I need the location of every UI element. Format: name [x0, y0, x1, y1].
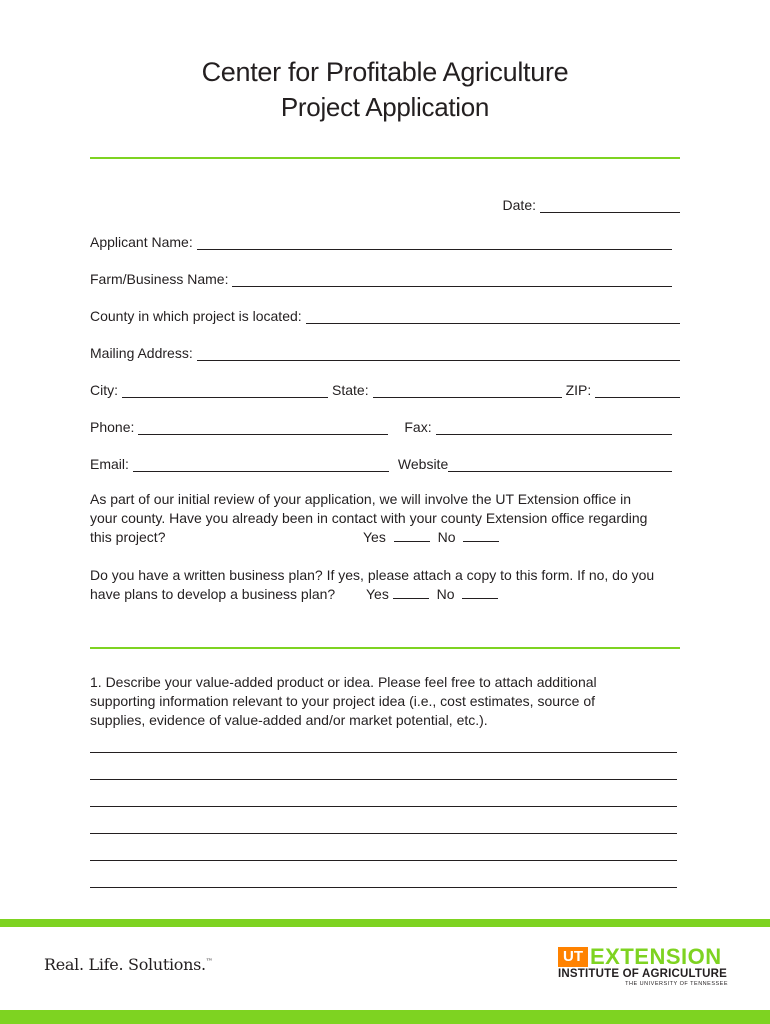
farm-business-label: Farm/Business Name:: [90, 271, 229, 287]
extension-text-line: As part of our initial review of your application, we will involve the UT Extension office in: [90, 491, 632, 507]
zip-label: ZIP:: [565, 382, 592, 398]
section1-prompt-line: supporting information relevant to your project idea (i.e., cost estimates, source of: [90, 693, 596, 709]
business-plan-text-line: have plans to develop a business plan?: [90, 586, 336, 602]
mailing-address-label: Mailing Address:: [90, 345, 193, 361]
tagline: [44, 955, 213, 974]
section-divider: [90, 647, 680, 649]
no-label: No: [437, 529, 456, 545]
city-state-zip-row: [90, 378, 680, 398]
extension-no-field[interactable]: [463, 528, 499, 542]
extension-text-line: your county. Have you already been in contact with your county Extension office regarding: [90, 510, 648, 526]
yes-label: Yes: [366, 586, 389, 602]
answer-line[interactable]: [90, 860, 677, 861]
section1-prompt-line: 1. Describe your value-added product or idea. Please feel free to attach additional: [90, 674, 597, 690]
business-plan-no-field[interactable]: [462, 585, 498, 599]
email-label: Email:: [90, 456, 129, 472]
website-field[interactable]: [448, 457, 672, 472]
logo-wordmark: [558, 946, 728, 968]
date-label: Date:: [502, 197, 536, 213]
extension-yes-field[interactable]: [394, 528, 430, 542]
answer-line[interactable]: [90, 887, 677, 888]
website-label: Website: [397, 456, 449, 472]
footer-band-bottom: [0, 1010, 770, 1024]
extension-question: [90, 490, 690, 547]
mailing-row: [90, 341, 680, 361]
mailing-address-field[interactable]: [197, 346, 680, 361]
answer-line[interactable]: [90, 779, 677, 780]
state-field[interactable]: [373, 383, 562, 398]
applicant-name-field[interactable]: [197, 235, 672, 250]
business-plan-yes-field[interactable]: [393, 585, 429, 599]
footer-band-top: [0, 919, 770, 927]
business-plan-text-line: Do you have a written business plan? If yes, please attach a copy to this form. If no, do you: [90, 567, 655, 583]
phone-label: Phone:: [90, 419, 135, 435]
section1-prompt: [90, 673, 690, 730]
header-divider: [90, 157, 680, 159]
section1-prompt-line: supplies, evidence of value-added and/or market potential, etc.).: [90, 712, 488, 728]
form-subtitle: Project Application: [280, 92, 490, 122]
county-label: County in which project is located:: [90, 308, 302, 324]
ut-logo-icon: UT: [558, 947, 588, 967]
no-label: No: [436, 586, 455, 602]
business-plan-yes-no: [366, 585, 498, 604]
email-field[interactable]: [133, 457, 389, 472]
form-title: Center for Profitable Agriculture: [201, 57, 569, 87]
city-field[interactable]: [122, 383, 328, 398]
answer-line[interactable]: [90, 752, 677, 753]
ut-extension-logo: [558, 946, 728, 986]
logo-university-text: THE UNIVERSITY OF TENNESSEE: [625, 981, 728, 987]
farm-row: [90, 267, 672, 287]
tagline-trademark: ™: [205, 957, 213, 966]
logo-extension-text: EXTENSION: [590, 944, 722, 969]
answer-line[interactable]: [90, 806, 677, 807]
state-label: State:: [332, 382, 369, 398]
extension-yes-no: [363, 528, 499, 547]
yes-label: Yes: [363, 529, 386, 545]
city-label: City:: [90, 382, 118, 398]
fax-label: Fax:: [404, 419, 432, 435]
email-website-row: [90, 452, 672, 472]
date-row: [90, 193, 680, 213]
county-field[interactable]: [306, 309, 680, 324]
business-plan-question: [90, 566, 690, 604]
phone-fax-row: [90, 415, 672, 435]
farm-business-field[interactable]: [232, 272, 672, 287]
date-field[interactable]: [540, 198, 680, 213]
answer-line[interactable]: [90, 833, 677, 834]
applicant-row: [90, 230, 672, 250]
county-row: [90, 304, 680, 324]
extension-text-line: this project?: [90, 529, 166, 545]
fax-field[interactable]: [436, 420, 672, 435]
tagline-text: Real. Life. Solutions.: [44, 955, 206, 974]
logo-institute-text: INSTITUTE OF AGRICULTURE: [558, 968, 727, 980]
applicant-name-label: Applicant Name:: [90, 234, 193, 250]
zip-field[interactable]: [595, 383, 680, 398]
phone-field[interactable]: [138, 420, 388, 435]
